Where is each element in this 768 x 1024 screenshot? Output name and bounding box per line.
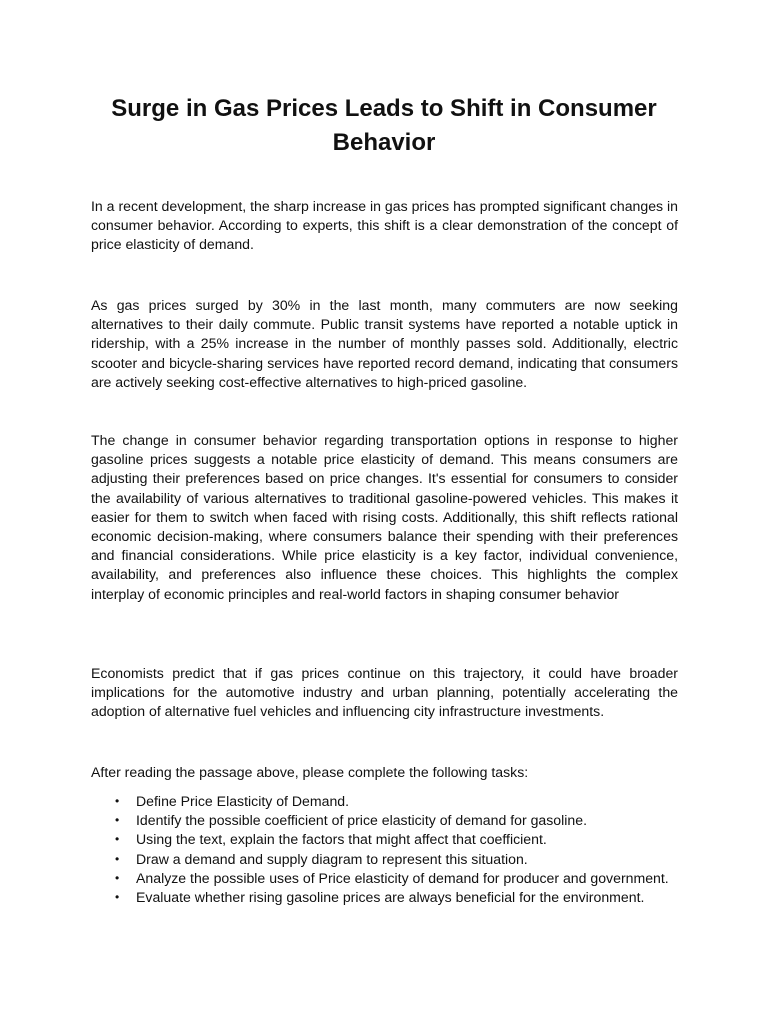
task-text: Using the text, explain the factors that might affect that coefficient. xyxy=(136,831,547,848)
task-text: Analyze the possible uses of Price elasticity of demand for producer and government. xyxy=(136,869,669,886)
bullet-icon: • xyxy=(115,851,120,866)
paragraph-elasticity-analysis: The change in consumer behavior regarding transportation options in response to higher gasoline prices suggests a notable price elasticity of demand. This means consumers are adjusting their preferences based on price changes. It's essential for consumers to consider the availability of various alternatives to traditional gasoline-powered vehicles. This makes it easier for them to switch when faced with rising costs. Additionally, this shift reflects rational economic decision-making, where consumers balance their spending with their preferences and financial considerations. While price elasticity is a key factor, individual convenience, availability, and preferences also influence these choices. This highlights the complex interplay of economic principles and real-world factors in shaping consumer behavior xyxy=(91,432,678,602)
task-text: Define Price Elasticity of Demand. xyxy=(136,793,350,809)
task-item xyxy=(91,830,678,849)
paragraph-economist-prediction: Economists predict that if gas prices continue on this trajectory, it could have broader implications for the automotive industry and urban planning, potentially accelerating the adoption of alternative fuel vehicles and influencing city infrastructure investments. xyxy=(91,665,678,720)
bullet-icon: • xyxy=(115,794,120,808)
bullet-icon: • xyxy=(115,890,120,905)
bullet-icon: • xyxy=(115,813,120,828)
bullet-icon: • xyxy=(115,870,120,885)
task-item xyxy=(91,869,678,888)
task-text: Identify the possible coefficient of price elasticity of demand for gasoline. xyxy=(136,812,587,829)
document-title: Surge in Gas Prices Leads to Shift in Consumer Behavior xyxy=(111,95,657,156)
task-instructions: After reading the passage above, please complete the following tasks: xyxy=(91,764,529,780)
task-item xyxy=(91,850,678,869)
bullet-icon: • xyxy=(115,832,120,847)
task-item xyxy=(91,792,678,811)
task-item xyxy=(91,888,678,907)
task-text: Draw a demand and supply diagram to represent this situation. xyxy=(136,850,528,867)
task-text: Evaluate whether rising gasoline prices are always beneficial for the environment. xyxy=(136,889,645,906)
paragraph-intro: In a recent development, the sharp increase in gas prices has prompted significant changes in consumer behavior. According to experts, this shift is a clear demonstration of the concept of price elasticity of demand. xyxy=(91,198,678,253)
paragraph-gas-price-surge: As gas prices surged by 30% in the last month, many commuters are now seeking alternatives to their daily commute. Public transit systems have reported a notable uptick in ridership, with a 25% increase in the number of monthly passes sold. Additionally, electric scooter and bicycle-sharing services have reported record demand, indicating that consumers are actively seeking cost-effective alternatives to high-priced gasoline. xyxy=(91,297,678,390)
task-list xyxy=(91,792,678,907)
task-item xyxy=(91,811,678,830)
